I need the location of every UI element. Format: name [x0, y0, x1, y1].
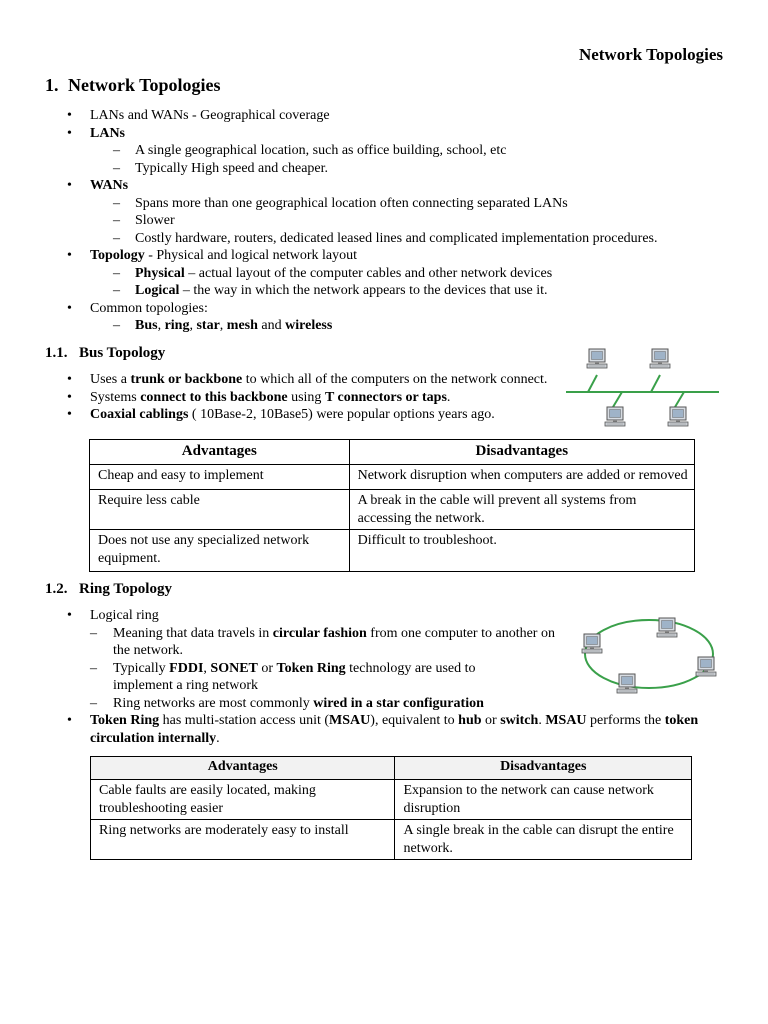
subsection-heading — [45, 581, 172, 599]
table-row — [91, 780, 692, 820]
computer-icon — [657, 618, 677, 637]
computer-icon — [668, 407, 688, 426]
list-item: • LANs — [45, 125, 725, 143]
ring-topology-diagram — [575, 608, 725, 703]
table-cell: Require less cable — [90, 490, 350, 530]
tap-cable — [613, 392, 622, 407]
tap-cable — [651, 375, 660, 392]
computer-icon — [582, 634, 602, 653]
list-item: • Common topologies: — [45, 300, 725, 318]
subsection-number: 1.2. — [45, 581, 68, 597]
list-item: • Uses a trunk or backbone to which all of the computers on the network connect. — [45, 371, 565, 389]
list-item: – Physical – actual layout of the computer cables and other network devices — [45, 265, 725, 283]
section-number: 1. — [45, 75, 59, 95]
computer-icon — [650, 349, 670, 368]
table-header: Disadvantages — [349, 440, 694, 465]
ring-cable — [585, 620, 713, 688]
bus-topology-diagram — [560, 343, 723, 438]
list-item: • Logical ring — [45, 607, 555, 625]
ring-bullets — [45, 607, 555, 712]
ring-bullets-2 — [45, 712, 705, 747]
list-item: – Costly hardware, routers, dedicated leased lines and complicated implementation procedures. — [45, 230, 725, 248]
list-item: • WANs — [45, 177, 725, 195]
table-cell: Cable faults are easily located, making troubleshooting easier — [91, 780, 395, 820]
list-item: – Slower — [45, 212, 725, 230]
table-cell: A single break in the cable can disrupt the entire network. — [395, 820, 692, 860]
list-item: – Typically High speed and cheaper. — [45, 160, 725, 178]
list-item: • Systems connect to this backbone using T connectors or taps. — [45, 389, 565, 407]
subsection-title: Bus Topology — [79, 345, 166, 361]
section-heading — [45, 77, 221, 95]
list-item: – Logical – the way in which the network appears to the devices that use it. — [45, 282, 725, 300]
tap-cable — [675, 392, 684, 407]
computer-icon — [605, 407, 625, 426]
table-row — [90, 530, 695, 572]
bus-bullets — [45, 371, 565, 424]
list-item: • Token Ring has multi-station access unit (MSAU), equivalent to hub or switch. MSAU performs the token circulation internally. — [45, 712, 705, 747]
list-item: – A single geographical location, such as office building, school, etc — [45, 142, 725, 160]
table-cell: Network disruption when computers are added or removed — [349, 465, 694, 490]
list-item: – Bus, ring, star, mesh and wireless — [45, 317, 725, 335]
list-item: – Typically FDDI, SONET or Token Ring technology are used to implement a ring network — [45, 660, 555, 695]
table-row — [90, 465, 695, 490]
table-cell: Expansion to the network can cause network disruption — [395, 780, 692, 820]
bus-comparison-table — [89, 439, 695, 572]
table-header: Disadvantages — [395, 757, 692, 780]
computer-icon — [696, 657, 716, 676]
list-item: – Meaning that data travels in circular fashion from one computer to another on the network. — [45, 625, 555, 660]
section-title: Network Topologies — [68, 75, 221, 95]
table-cell: Difficult to troubleshoot. — [349, 530, 694, 572]
table-header: Advantages — [90, 440, 350, 465]
table-cell: A break in the cable will prevent all systems from accessing the network. — [349, 490, 694, 530]
list-item: – Spans more than one geographical location often connecting separated LANs — [45, 195, 725, 213]
section-1-body — [45, 107, 725, 335]
page-header: Network Topologies — [578, 45, 723, 64]
subsection-heading — [45, 345, 165, 363]
list-item: • Coaxial cablings ( 10Base-2, 10Base5) were popular options years ago. — [45, 406, 565, 424]
list-item: • Topology - Physical and logical network layout — [45, 247, 725, 265]
table-row — [91, 820, 692, 860]
computer-icon — [617, 674, 637, 693]
subsection-number: 1.1. — [45, 345, 68, 361]
list-item: • LANs and WANs - Geographical coverage — [45, 107, 725, 125]
table-row — [90, 490, 695, 530]
table-cell: Ring networks are moderately easy to install — [91, 820, 395, 860]
subsection-title: Ring Topology — [79, 581, 172, 597]
tap-cable — [588, 375, 597, 392]
ring-comparison-table — [90, 756, 692, 860]
table-cell: Does not use any specialized network equipment. — [90, 530, 350, 572]
table-header: Advantages — [91, 757, 395, 780]
list-item: – Ring networks are most commonly wired in a star configuration — [45, 695, 555, 713]
computer-icon — [587, 349, 607, 368]
table-cell: Cheap and easy to implement — [90, 465, 350, 490]
